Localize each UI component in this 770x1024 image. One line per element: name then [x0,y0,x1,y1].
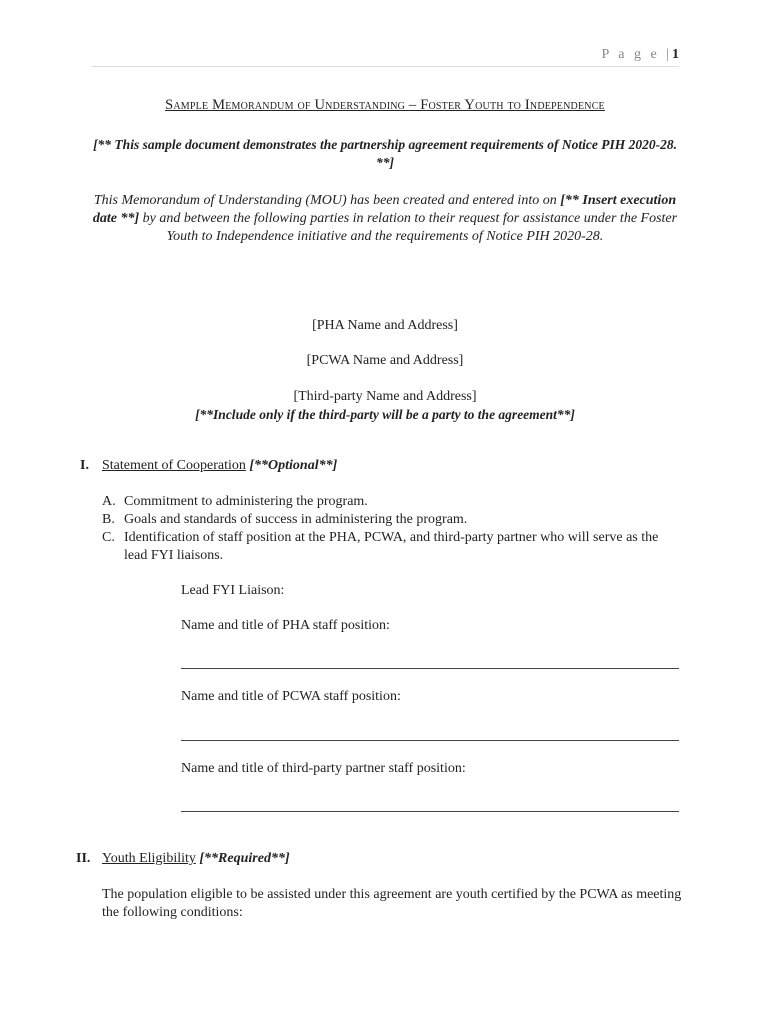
page-number: 1 [672,47,679,62]
lead-liaison-label: Lead FYI Liaison: [181,583,285,598]
section-1-number: I. [80,458,89,473]
page-header [602,47,680,63]
section-2-number: II. [76,851,91,866]
intro-text-1: This Memorandum of Understanding (MOU) has been created and entered into on [93,193,561,208]
list-item-text: Commitment to administering the program. [124,494,368,509]
list-marker: A. [102,494,116,509]
pcwa-staff-signature-line[interactable] [181,740,679,741]
section-1-title [102,458,337,474]
list-item-text: Identification of staff position at the PHA, PCWA, and third-party partner who will serve as the lead FYI liaisons. [124,530,659,563]
title-note: [** This sample document demonstrates the partnership agreement requirements of Notice PIH 2020-28. **] [93,137,677,170]
pcwa-name-address: [PCWA Name and Address] [306,353,464,368]
list-marker: B. [102,512,115,527]
document-title: Sample Memorandum of Understanding – Foster Youth to Independence [165,97,605,113]
pha-staff-signature-line[interactable] [181,668,679,669]
section-2-heading-text: Youth Eligibility [102,851,196,866]
pha-staff-field-label: Name and title of PHA staff position: [181,618,390,633]
section-1-tag: [**Optional**] [249,458,338,473]
pha-name-address: [PHA Name and Address] [312,318,458,333]
section-2-title [102,851,290,867]
list-marker: C. [102,530,115,545]
third-party-note: [**Include only if the third-party will be a party to the agreement**] [195,407,575,422]
intro-text-2: by and between the following parties in relation to their request for assistance under the Foster Youth to Independence initiative and the requirements of Notice PIH 2020-28. [139,211,678,244]
third-party-staff-signature-line[interactable] [181,811,679,812]
section-1-list [102,493,682,565]
third-party-name-address: [Third-party Name and Address] [293,389,477,404]
section-1-heading-text: Statement of Cooperation [102,458,246,473]
list-item [102,511,682,529]
list-item [102,529,682,565]
header-divider [91,66,679,67]
section-2-body: The population eligible to be assisted under this agreement are youth certified by the PCWA as meeting the following conditions: [102,887,682,920]
pcwa-staff-field-label: Name and title of PCWA staff position: [181,689,401,704]
list-item-text: Goals and standards of success in administering the program. [124,512,468,527]
section-2-tag: [**Required**] [199,851,290,866]
third-party-staff-field-label: Name and title of third-party partner staff position: [181,761,466,776]
list-item [102,493,682,511]
page-label: P a g e | [601,47,672,62]
intro-paragraph [90,192,680,246]
intro-execution-date: [** Insert execution date **] [92,193,677,226]
